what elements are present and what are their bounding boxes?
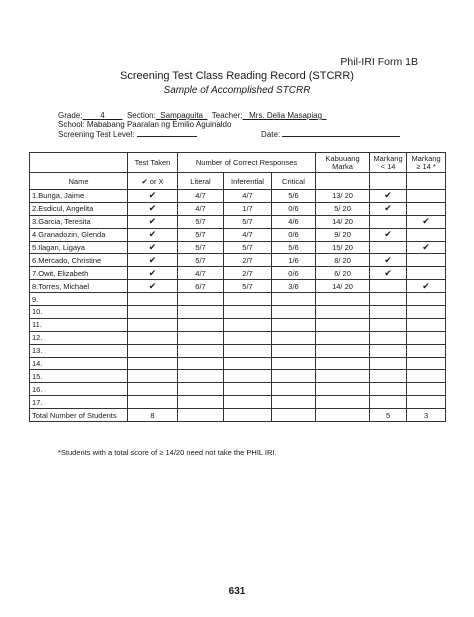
student-name: 3.Garcia, Teresita [30,215,128,228]
markang-lt14-check-icon: ✔ [370,254,407,267]
student-name: 15. [30,370,128,383]
markang-lt14-check-icon: ✔ [370,190,407,203]
level-date-line [58,129,400,139]
critical-score [272,383,316,396]
markang-ge14-cell [407,370,446,383]
inferential-score [224,357,272,370]
inferential-score [224,344,272,357]
inferential-score [224,306,272,319]
inferential-score [224,396,272,409]
test-taken-check-icon: ✔ [128,280,178,293]
literal-score [178,383,224,396]
inferential-score: 5/7 [224,241,272,254]
inferential-score: 1/7 [224,202,272,215]
markang-lt14-cell [370,383,407,396]
literal-score [178,306,224,319]
table-header-row-1 [30,153,446,173]
grade-value: 4 [100,111,105,120]
table-row [30,293,446,306]
total-score: 5/ 20 [316,202,370,215]
student-name: 2.Esdicul, Angelita [30,202,128,215]
student-name: 10. [30,306,128,319]
markang-lt14-cell [370,331,407,344]
test-taken-check-icon: ✔ [128,190,178,203]
markang-ge14-cell [407,267,446,280]
markang-lt14-check-icon: ✔ [370,202,407,215]
footer-blank [224,409,272,422]
test-taken-cell [128,370,178,383]
markang-lt14-cell [370,396,407,409]
critical-score: 0/6 [272,202,316,215]
inferential-score [224,370,272,383]
table-row [30,280,446,293]
markang-ge14-cell [407,254,446,267]
footer-blank [272,409,316,422]
header-check-or-x: ✔ or X [128,173,178,190]
critical-score: 3/6 [272,280,316,293]
inferential-score [224,318,272,331]
table-row [30,383,446,396]
footer-blank [316,409,370,422]
test-taken-cell [128,306,178,319]
section-label: Section: [126,111,156,120]
markang-ge14-cell [407,357,446,370]
page-title: Screening Test Class Reading Record (STCRR) [120,70,354,82]
markang-lt14-check-icon: ✔ [370,267,407,280]
critical-score [272,357,316,370]
total-taken: 8 [128,409,178,422]
literal-score: 5/7 [178,228,224,241]
literal-score: 6/7 [178,280,224,293]
footnote: *Students with a total score of ≥ 14/20 need not take the PHIL IRI. [58,448,277,457]
test-taken-check-icon: ✔ [128,228,178,241]
markang-ge14-cell [407,331,446,344]
markang-ge14-cell [407,293,446,306]
test-taken-cell [128,318,178,331]
student-name: 11. [30,318,128,331]
teacher-label: Teacher: [211,111,243,120]
critical-score: 0/6 [272,228,316,241]
test-taken-cell [128,344,178,357]
student-name: 13. [30,344,128,357]
markang-ge14-check-icon: ✔ [407,215,446,228]
total-score [316,383,370,396]
test-taken-cell [128,357,178,370]
total-score: 6/ 20 [316,267,370,280]
test-taken-cell [128,383,178,396]
inferential-score: 5/7 [224,280,272,293]
literal-score: 5/7 [178,241,224,254]
header-critical: Critical [272,173,316,190]
table-row [30,318,446,331]
table-row [30,331,446,344]
markang-lt14-cell [370,370,407,383]
table-row [30,267,446,280]
literal-score [178,331,224,344]
total-score: 8/ 20 [316,254,370,267]
header-test-taken: Test Taken [128,153,178,173]
test-taken-check-icon: ✔ [128,267,178,280]
markang-lt14-cell [370,280,407,293]
critical-score: 1/6 [272,254,316,267]
page-subtitle: Sample of Accomplished STCRR [163,85,311,96]
student-name: 1.Bunga, Jaime [30,190,128,203]
inferential-score [224,383,272,396]
markang-ge14-check-icon: ✔ [407,241,446,254]
literal-score: 4/7 [178,190,224,203]
student-name: 16. [30,383,128,396]
inferential-score: 4/7 [224,190,272,203]
test-taken-cell [128,396,178,409]
student-name: 9. [30,293,128,306]
critical-score: 0/6 [272,267,316,280]
inferential-score: 5/7 [224,215,272,228]
student-name: 14. [30,357,128,370]
total-score: 14/ 20 [316,215,370,228]
total-score [316,331,370,344]
markang-lt14-check-icon: ✔ [370,228,407,241]
literal-score [178,370,224,383]
table-row [30,396,446,409]
table-row [30,344,446,357]
inferential-score [224,293,272,306]
total-lt14: 5 [370,409,407,422]
table-row [30,228,446,241]
test-taken-check-icon: ✔ [128,254,178,267]
table-row [30,254,446,267]
school-line: School: Mababang Paaralan ng Emilio Aguinaldo [58,120,232,129]
literal-score: 4/7 [178,267,224,280]
total-score [316,318,370,331]
markang-lt14-cell [370,344,407,357]
student-name: 4.Granadozin, Glenda [30,228,128,241]
student-name: 5.Ilagan, Ligaya [30,241,128,254]
markang-ge14-cell [407,228,446,241]
table-row [30,306,446,319]
critical-score [272,318,316,331]
header-literal: Literal [178,173,224,190]
literal-score [178,318,224,331]
total-score [316,344,370,357]
test-taken-check-icon: ✔ [128,215,178,228]
reading-record-table [29,152,446,422]
inferential-score: 4/7 [224,228,272,241]
grade-label: Grade: [58,111,83,120]
table-footer-row [30,409,446,422]
markang-lt14-cell [370,357,407,370]
date-label: Date: [261,130,281,139]
markang-ge14-cell [407,318,446,331]
critical-score [272,293,316,306]
inferential-score: 2/7 [224,267,272,280]
student-name: 8.Torres, Michael [30,280,128,293]
form-id: Phil-IRI Form 1B [340,56,418,68]
header-correct-responses: Number of Correct Responses [178,153,316,173]
markang-ge14-cell [407,306,446,319]
total-score [316,293,370,306]
screening-level-label: Screening Test Level: [58,130,135,139]
literal-score [178,357,224,370]
total-score [316,370,370,383]
critical-score: 5/6 [272,190,316,203]
table-row [30,202,446,215]
total-score: 15/ 20 [316,241,370,254]
critical-score [272,396,316,409]
header-blank-marka [316,173,370,190]
screening-level-field [137,129,197,137]
markang-ge14-cell [407,202,446,215]
total-score [316,306,370,319]
section-value: Sampaguita [160,111,203,120]
inferential-score [224,331,272,344]
student-name: 6.Mercado, Christine [30,254,128,267]
markang-ge14-check-icon: ✔ [407,280,446,293]
header-blank-lt14 [370,173,407,190]
test-taken-cell [128,293,178,306]
page-number: 631 [228,586,246,597]
markang-ge14-cell [407,383,446,396]
total-students-label: Total Number of Students [30,409,128,422]
critical-score: 5/6 [272,241,316,254]
header-kabuuang-marka: Kabuuang Marka [316,153,370,173]
student-name: 12. [30,331,128,344]
table-row [30,190,446,203]
critical-score: 4/6 [272,215,316,228]
table-row [30,370,446,383]
literal-score: 4/7 [178,202,224,215]
literal-score [178,293,224,306]
markang-lt14-cell [370,306,407,319]
table-row [30,241,446,254]
header-markang-lt14: Markang < 14 [370,153,407,173]
critical-score [272,370,316,383]
table-header-row-2 [30,173,446,190]
markang-ge14-cell [407,190,446,203]
header-inferential: Inferential [224,173,272,190]
test-taken-cell [128,331,178,344]
total-score: 13/ 20 [316,190,370,203]
markang-lt14-cell [370,215,407,228]
markang-lt14-cell [370,241,407,254]
critical-score [272,306,316,319]
total-score: 14/ 20 [316,280,370,293]
header-blank [30,153,128,173]
literal-score [178,344,224,357]
markang-ge14-cell [407,396,446,409]
header-blank-ge14 [407,173,446,190]
grade-section-teacher-line [58,111,327,120]
student-name: 17. [30,396,128,409]
total-score [316,357,370,370]
table-row [30,215,446,228]
markang-ge14-cell [407,344,446,357]
critical-score [272,331,316,344]
inferential-score: 2/7 [224,254,272,267]
table-row [30,357,446,370]
literal-score: 5/7 [178,215,224,228]
critical-score [272,344,316,357]
total-ge14: 3 [407,409,446,422]
literal-score [178,396,224,409]
student-name: 7.Owit, Elizabeth [30,267,128,280]
literal-score: 5/7 [178,254,224,267]
total-score [316,396,370,409]
teacher-value: Mrs. Delia Masapiag [249,111,323,120]
markang-lt14-cell [370,318,407,331]
markang-lt14-cell [370,293,407,306]
date-field [282,129,400,137]
header-markang-ge14: Markang ≥ 14 * [407,153,446,173]
total-score: 9/ 20 [316,228,370,241]
test-taken-check-icon: ✔ [128,202,178,215]
header-name: Name [30,173,128,190]
test-taken-check-icon: ✔ [128,241,178,254]
footer-blank [178,409,224,422]
